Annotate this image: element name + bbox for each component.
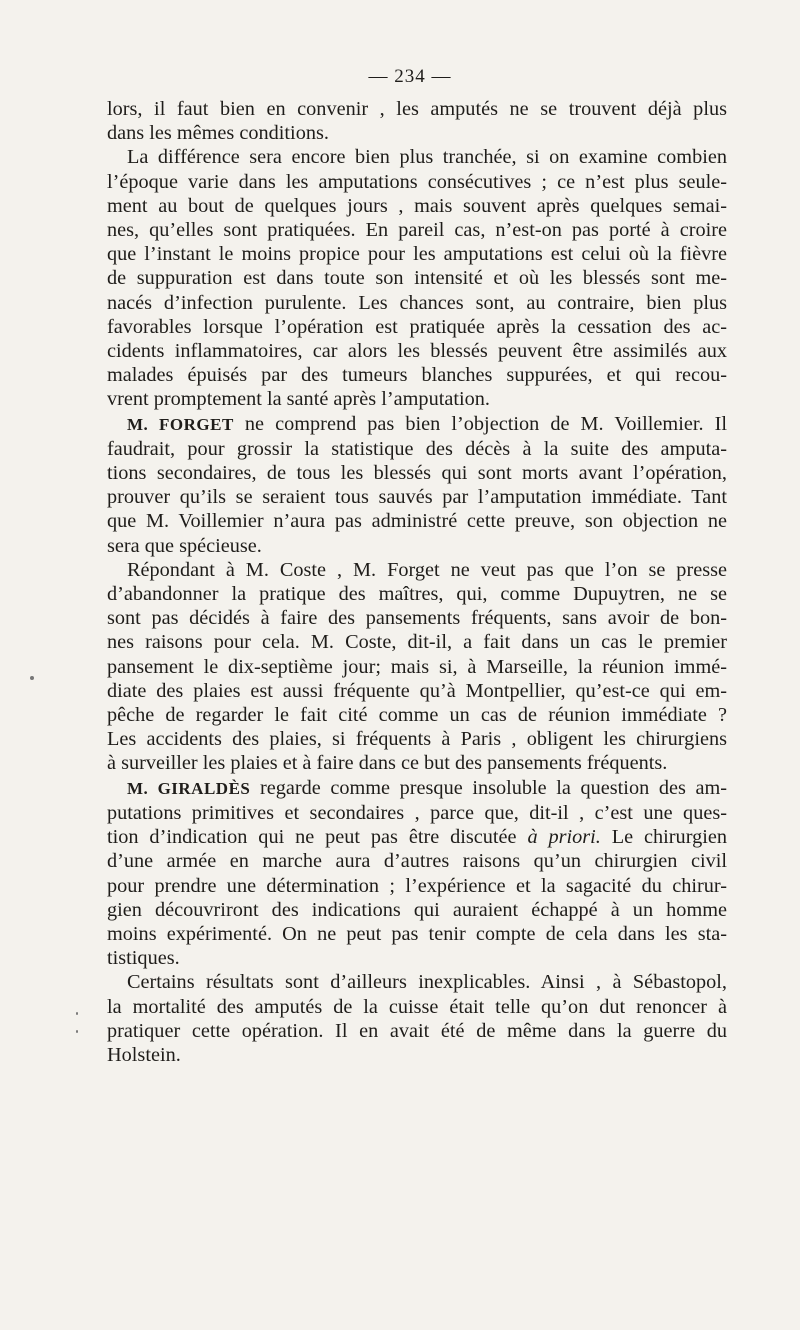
text-line [107,412,727,437]
text-line: l’époque varie dans les amputations consécutives ; ce n’est plus seule- [107,170,727,193]
paragraph [107,558,727,776]
text-line: pêche de regarder le fait cité comme un cas de réunion immédiate ? [107,704,727,727]
text-line: malades épuisés par des tumeurs blanches suppurées, et qui recou- [107,364,727,387]
text-line: Certains résultats sont d’ailleurs inexplicables. Ainsi , à Sébastopol, [127,971,727,994]
text-line: faudrait, pour grossir la statistique des décès à la suite des amputa- [107,437,727,460]
text-line: prouver qu’ils se seraient tous sauvés par l’amputation immédiate. Tant [107,486,727,509]
text-line [107,776,727,801]
text-line: favorables lorsque l’opération est pratiquée après la cessation des ac- [107,315,727,338]
speaker-name: M. GIRALDÈS [127,778,251,798]
text-line: sera que spécieuse. [107,534,262,557]
text-line: d’abandonner la pratique des maîtres, qui, comme Dupuytren, ne se [107,583,727,606]
italic-phrase: à priori. [527,826,601,849]
text-line: de suppuration est dans toute son intensité et où les blessés sont me- [107,267,727,290]
text-line: Répondant à M. Coste , M. Forget ne veut pas que l’on se presse [127,558,727,581]
text-line: Holstein. [107,1043,181,1066]
text-line: diate des plaies est aussi fréquente qu’à Montpellier, qu’est-ce qui em- [107,679,727,702]
text-line: tistiques. [107,947,180,970]
paragraph [107,412,727,558]
text-line: pansement le dix-septième jour; mais si, à Marseille, la réunion immé- [107,655,727,678]
page-number: — 234 — [368,66,452,87]
body-text [107,97,727,1067]
text-line: pour prendre une détermination ; l’expérience et la sagacité du chirur- [107,874,727,897]
paper-speck [76,1012,78,1015]
text-line: tions secondaires, de tous les blessés qui sont morts avant l’opération, [107,462,727,485]
text-line: nacés d’infection purulente. Les chances sont, au contraire, bien plus [107,291,727,314]
text-line: que M. Voillemier n’aura pas administré cette preuve, son objection ne [107,510,727,533]
text-line [107,825,727,849]
text-line: d’une armée en marche aura d’autres raisons qu’un chirurgien civil [107,850,727,873]
paragraph [107,970,727,1067]
text-line: dans les mêmes conditions. [107,122,329,145]
text-line: la mortalité des amputés de la cuisse était telle qu’on dut renoncer à [107,995,727,1018]
text-line: nes raisons pour cela. M. Coste, dit-il, a fait dans un cas le premier [107,631,727,654]
text-line: moins expérimenté. On ne peut pas tenir compte de cela dans les sta- [107,922,727,945]
paragraph [107,145,727,411]
text-line: lors, il faut bien en convenir , les amputés ne se trouvent déjà plus [107,98,727,120]
paper-speck [76,1030,78,1033]
text-line: gien découvriront des indications qui auraient échappé à un homme [107,898,727,921]
text-line: que l’instant le moins propice pour les amputations est celui où la fièvre [107,243,727,266]
text-run: regarde comme presque insoluble la question des am- [250,776,727,799]
text-line: cidents inflammatoires, car alors les blessés peuvent être assimilés aux [107,340,727,363]
text-line: Les accidents des plaies, si fréquents à Paris , obligent les chirurgiens [107,728,727,751]
text-line: à surveiller les plaies et à faire dans ce but des pansements fréquents. [107,752,668,775]
speaker-name: M. FORGET [127,414,234,434]
text-line: nes, qu’elles sont pratiquées. En pareil cas, n’est-on pas porté à croire [107,219,727,242]
paper-speck [30,676,34,680]
text-line: La différence sera encore bien plus tranchée, si on examine combien [127,146,727,169]
paragraph [107,97,727,145]
text-line: putations primitives et secondaires , parce que, dit-il , c’est une ques- [107,801,727,824]
text-line: vrent promptement la santé après l’amputation. [107,388,490,411]
text-run: tion d’indication qui ne peut pas être discutée [107,826,528,849]
paragraph [107,776,727,971]
text-run: ne comprend pas bien l’objection de M. Voillemier. Il [233,412,727,435]
text-run: Le chirurgien [600,826,727,849]
text-line: ment au bout de quelques jours , mais souvent après quelques semai- [107,194,727,217]
text-line: pratiquer cette opération. Il en avait été de même dans la guerre du [107,1019,727,1042]
text-line: sont pas décidés à faire des pansements fréquents, sans avoir de bon- [107,607,727,630]
